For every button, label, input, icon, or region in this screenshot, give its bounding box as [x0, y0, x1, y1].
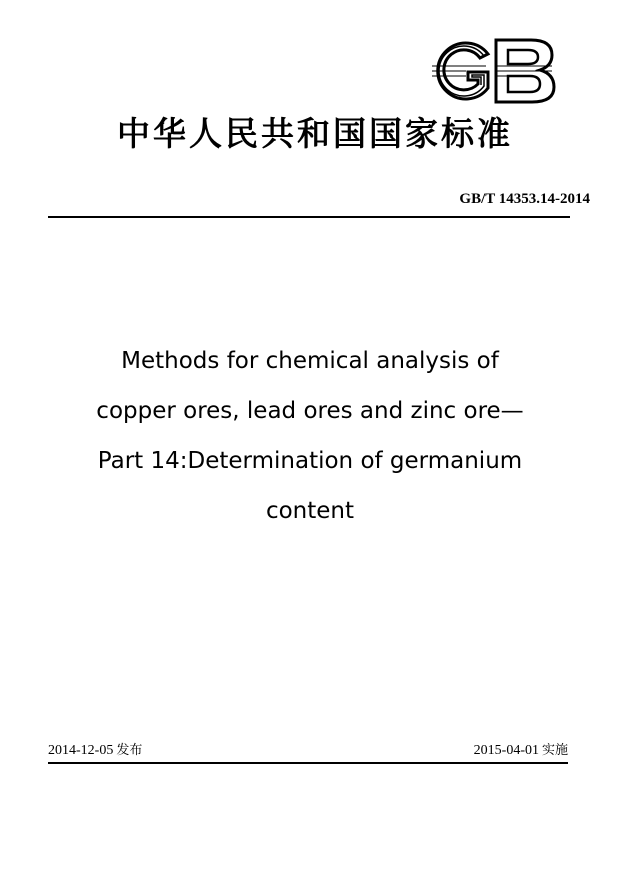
gb-logo-b-icon: [496, 40, 554, 102]
implementation-label: 实施: [541, 743, 568, 758]
standard-number: GB/T 14353.14-2014: [459, 191, 590, 207]
implementation-date-block: [474, 742, 568, 760]
document-title-line-3: Part 14:Determination of germanium: [97, 448, 523, 474]
document-title: [40, 336, 580, 536]
gb-logo: [426, 36, 556, 106]
top-divider: [48, 216, 570, 218]
implementation-date: 2015-04-01: [473, 743, 539, 758]
document-title-line-1: Methods for chemical analysis of: [121, 348, 499, 374]
issue-date-block: [48, 742, 142, 760]
issue-label: 发布: [116, 743, 143, 758]
gb-logo-g-icon: [432, 43, 488, 99]
document-title-line-4: content: [265, 498, 355, 524]
national-standard-title: 中华人民共和国国家标准: [117, 114, 513, 153]
document-title-line-2: copper ores, lead ores and zinc ore—: [96, 398, 524, 424]
bottom-divider: [48, 762, 568, 764]
issue-date: 2014-12-05: [48, 743, 114, 758]
